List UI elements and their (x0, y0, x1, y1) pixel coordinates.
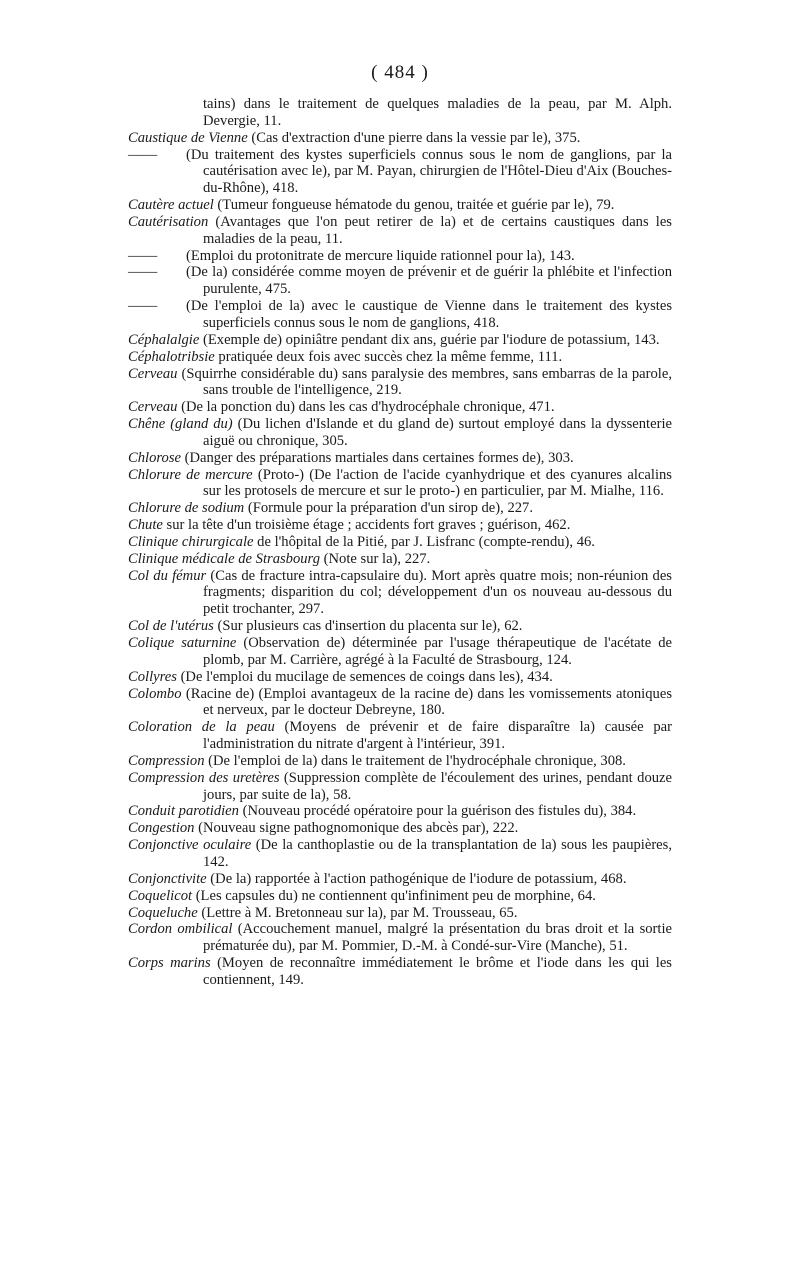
entry-text: sur la tête d'un troisième étage ; accidents fort graves ; guérison, 462. (162, 517, 571, 534)
index-entry (128, 517, 672, 534)
index-entry (128, 467, 672, 501)
entry-text: (De l'emploi du mucilage de semences de coings dans les), 434. (176, 668, 553, 685)
entry-headword: Compression (128, 752, 205, 769)
entry-headword: Corps marins (128, 955, 211, 972)
entry-text: (Nouveau procédé opératoire pour la guérison des fistules du), 384. (238, 803, 637, 820)
entry-headword: Colombo (128, 685, 182, 702)
entry-text: (Moyen de reconnaître immédiatement le brôme et l'iode dans les qui les contiennent, 149. (203, 955, 672, 988)
index-entry (128, 955, 672, 989)
entry-text: (Observation de) déterminée par l'usage thérapeutique de l'acétate de plomb, par M. Carrière, agrégé à la Faculté de Strasbourg, 124. (203, 635, 672, 668)
entry-headword: Chêne (gland du) (128, 416, 233, 433)
entry-text: (Avantages que l'on peut retirer de la) et de certains caustiques dans les maladies de la peau, 11. (203, 213, 672, 247)
index-entry (128, 753, 672, 770)
index-entry (128, 349, 672, 366)
index-subentry (128, 248, 672, 265)
index-entry (128, 686, 672, 720)
ditto-dash: —— (128, 298, 158, 315)
index-entry (128, 214, 672, 248)
entry-text: (Racine de) (Emploi avantageux de la racine de) dans les vomissements atoniques et nerveux, par le docteur Debreyne, 180. (181, 685, 672, 719)
entry-text: (Moyens de prévenir et de faire disparaître la) causée par l'administration du nitrate d'argent à l'intérieur, 391. (203, 719, 672, 753)
entry-headword: Chlorure de mercure (128, 466, 253, 483)
entry-headword: Coqueluche (128, 904, 198, 921)
index-entry (128, 803, 672, 820)
index-entry (128, 820, 672, 837)
entry-text: (Danger des préparations martiales dans certaines formes de), 303. (180, 449, 574, 466)
entry-headword: Conduit parotidien (128, 803, 239, 820)
entry-text: (Du lichen d'Islande et du gland de) surtout employé dans la dyssenterie aiguë ou chronique, 305. (203, 416, 672, 449)
entry-text: (Lettre à M. Bretonneau sur la), par M. Trousseau, 65. (197, 904, 518, 921)
index-entry (128, 719, 672, 753)
entry-headword: Congestion (128, 820, 195, 837)
entry-text: (Cas de fracture intra-capsulaire du). Mort après quatre mois; non-réunion des fragments; disparition du col; développement d'un os nouveau au-dessous du petit trochanter, 297. (203, 567, 672, 618)
entry-text: (De l'emploi de la) dans le traitement de l'hydrocéphale chronique, 308. (204, 752, 626, 769)
index-entry (128, 888, 672, 905)
index-subentry (128, 298, 672, 332)
index-subentry (128, 264, 672, 298)
entry-headword: Colique saturnine (128, 635, 237, 651)
index-entry (128, 551, 672, 568)
entry-headword: Cordon ombilical (128, 921, 233, 938)
entry-text: tains) dans le traitement de quelques maladies de la peau, par M. Alph. Devergie, 11. (203, 96, 672, 129)
entry-headword: Céphalalgie (128, 331, 200, 348)
entry-text: pratiquée deux fois avec succès chez la même femme, 111. (214, 348, 563, 365)
index-entry (128, 399, 672, 416)
entry-text: (De la) rapportée à l'action pathogénique de l'iodure de potassium, 468. (206, 870, 627, 887)
entry-text: (De l'emploi de la) avec le caustique de Vienne dans le traitement des kystes superficiels connus sous le nom de ganglions, 418. (186, 298, 672, 331)
entry-headword: Chlorure de sodium (128, 500, 245, 517)
entry-headword: Chlorose (128, 449, 181, 466)
entry-headword: Coquelicot (128, 887, 193, 904)
entry-text: (Du traitement des kystes superficiels connus sous le nom de ganglions, par la cautérisation avec le), par M. Payan, chirurgien de l'Hôtel-Dieu d'Aix (Bouches-du-Rhône), 418. (186, 146, 672, 197)
entry-headword: Clinique médicale de Strasbourg (128, 550, 320, 567)
index-entry (128, 500, 672, 517)
entry-headword: Conjonctive oculaire (128, 837, 252, 854)
index-entry (128, 568, 672, 619)
index-entry (128, 669, 672, 686)
index-subentry (128, 147, 672, 198)
entry-headword: Conjonctivite (128, 870, 207, 887)
index-entry (128, 197, 672, 214)
entry-headword: Céphalotribsie (128, 348, 215, 365)
entry-headword: Caustique de Vienne (128, 129, 248, 146)
index-entry (128, 837, 672, 871)
entry-text: (Sur plusieurs cas d'insertion du placenta sur le), 62. (213, 618, 523, 635)
entry-text: (Emploi du protonitrate de mercure liquide rationnel pour la), 143. (186, 247, 575, 264)
entry-headword: Clinique chirurgicale (128, 533, 254, 550)
entry-headword: Cerveau (128, 365, 178, 382)
entry-text: (Proto-) (De l'action de l'acide cyanhydrique et des cyanures alcalins sur les protosels de mercure et sur le proto-) en particulier, par M. Mialhe, 116. (203, 466, 672, 500)
entry-text: (De la) considérée comme moyen de prévenir et de guérir la phlébite et l'infection purulente, 475. (186, 264, 672, 298)
index-entry (128, 921, 672, 955)
entry-headword: Collyres (128, 668, 177, 685)
entry-text: (Les capsules du) ne contiennent qu'infiniment peu de morphine, 64. (192, 887, 596, 904)
entry-headword: Col de l'utérus (128, 618, 214, 635)
index-entry (128, 905, 672, 922)
entry-text: de l'hôpital de la Pitié, par J. Lisfranc (compte-rendu), 46. (253, 533, 595, 550)
index-entry (128, 366, 672, 400)
entry-text: (Formule pour la préparation d'un sirop de), 227. (244, 500, 533, 517)
entry-text: (Note sur la), 227. (320, 550, 431, 567)
entry-text: (De la ponction du) dans les cas d'hydrocéphale chronique, 471. (177, 399, 555, 416)
index-entry (128, 635, 672, 669)
entry-headword: Compression des uretères (128, 769, 280, 786)
entry-text: (Nouveau signe pathognomonique des abcès par), 222. (194, 820, 519, 837)
index-entry (128, 332, 672, 349)
index-entry (128, 450, 672, 467)
index-entry (128, 416, 672, 450)
entry-headword: Chute (128, 517, 163, 534)
entry-headword: Coloration de la peau (128, 719, 275, 736)
index-entry (128, 130, 672, 147)
index-column (128, 96, 672, 989)
index-entry (128, 96, 672, 130)
entry-text: (Exemple de) opiniâtre pendant dix ans, guérie par l'iodure de potassium, 143. (199, 331, 660, 348)
entry-text: (Cas d'extraction d'une pierre dans la vessie par le), 375. (247, 129, 581, 146)
entry-headword: Col du fémur (128, 567, 207, 584)
entry-text: (Tumeur fongueuse hématode du genou, traitée et guérie par le), 79. (213, 197, 615, 214)
index-entry (128, 534, 672, 551)
ditto-dash: —— (128, 247, 158, 264)
entry-text: (Suppression complète de l'écoulement des urines, pendant douze jours, par suite de la), 58. (203, 769, 672, 803)
ditto-dash: —— (128, 146, 158, 163)
entry-headword: Cautère actuel (128, 197, 214, 214)
entry-text: (De la canthoplastie ou de la transplantation de la) sous les paupières, 142. (203, 837, 672, 870)
page-number: ( 484 ) (371, 62, 429, 83)
index-entry (128, 770, 672, 804)
entry-headword: Cautérisation (128, 213, 209, 230)
entry-text: (Squirrhe considérable du) sans paralysie des membres, sans embarras de la parole, sans trouble de l'intelligence, 219. (177, 365, 672, 399)
ditto-dash: —— (128, 264, 158, 281)
entry-headword: Cerveau (128, 399, 178, 416)
index-entry (128, 618, 672, 635)
entry-text: (Accouchement manuel, malgré la présentation du bras droit et la sortie prématurée du), par M. Pommier, D.-M. à Condé-sur-Vire (Manche), 51. (203, 921, 672, 955)
index-entry (128, 871, 672, 888)
